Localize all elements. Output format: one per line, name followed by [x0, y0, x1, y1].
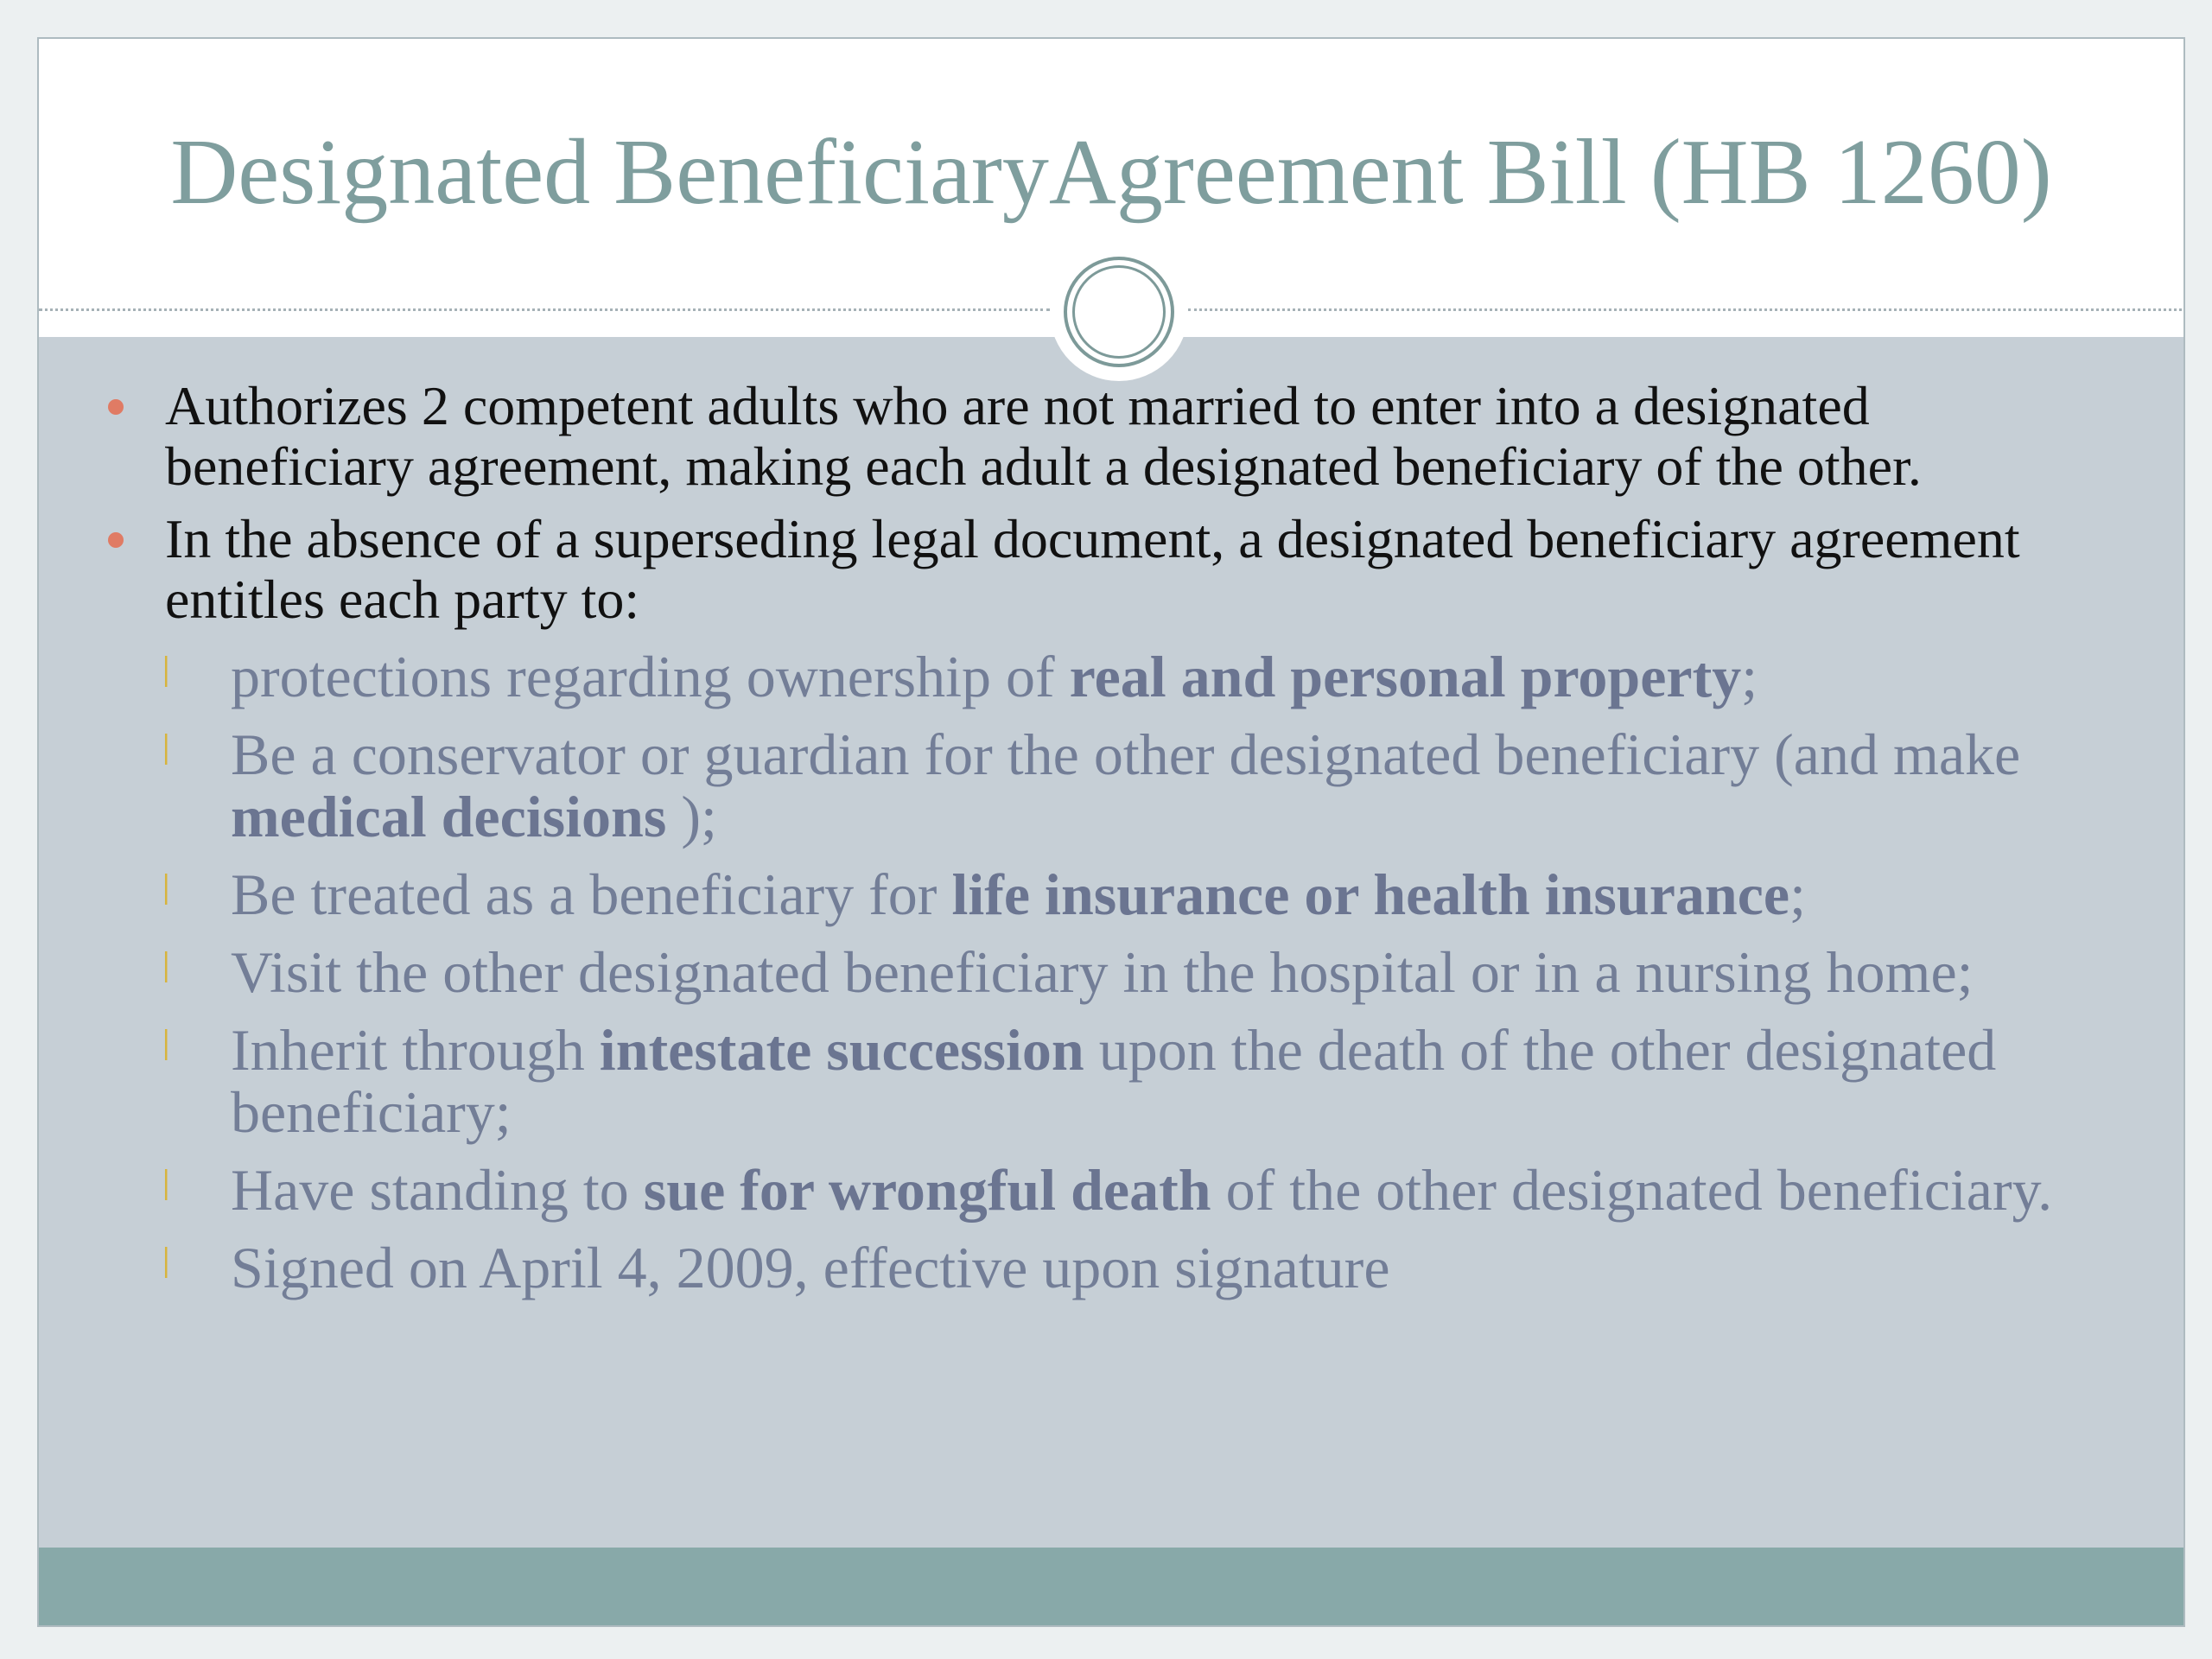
bullet-text: In the absence of a superseding legal document, a designated beneficiary agreement entitles each party to:	[165, 508, 2020, 630]
emphasis: intestate succession	[599, 1017, 1084, 1083]
sub-bullet-item: ǀ Have standing to sue for wrongful death of the other designated beneficiary.	[162, 1157, 2053, 1223]
circle-ornament-icon	[1050, 243, 1188, 381]
slide-title: Designated BeneficiaryAgreement Bill (HB 1260)	[170, 121, 2052, 224]
tick-icon: ǀ	[162, 726, 171, 775]
tick-icon: ǀ	[162, 866, 171, 915]
bullet-item	[165, 376, 2109, 497]
tick-icon: ǀ	[162, 1161, 171, 1211]
bullet-dot-icon	[108, 532, 124, 548]
bullet-item	[165, 509, 2109, 630]
divider-left	[39, 308, 1050, 311]
footer-band	[39, 1548, 2183, 1625]
sub-bullet-item: ǀ protections regarding ownership of real and personal property;	[162, 644, 1758, 709]
slide	[37, 37, 2185, 1627]
tick-icon: ǀ	[162, 648, 171, 697]
sub-bullet-list	[39, 645, 2183, 1299]
bullet-dot-icon	[108, 399, 124, 415]
bullet-text: Authorizes 2 competent adults who are not married to enter into a designated beneficiary agreement, making each adult a designated beneficiary of the other.	[165, 375, 1922, 497]
emphasis: real and personal property	[1069, 644, 1742, 709]
tick-icon: ǀ	[162, 944, 171, 993]
divider-right	[1188, 308, 2185, 311]
tick-icon: ǀ	[162, 1239, 171, 1288]
emphasis: sue for wrongful death	[643, 1157, 1211, 1223]
slide-content	[39, 376, 2183, 1314]
emphasis: medical decisions	[231, 784, 667, 849]
sub-bullet-item: ǀ Visit the other designated beneficiary in the hospital or in a nursing home;	[162, 939, 1974, 1005]
sub-bullet-item: ǀ Signed on April 4, 2009, effective upon signature	[162, 1235, 1390, 1300]
sub-bullet-item: ǀ Be a conservator or guardian for the other designated beneficiary (and make medical decisions );	[162, 721, 2021, 849]
sub-bullet-item: ǀ Inherit through intestate succession upon the death of the other designated beneficiary;	[162, 1017, 1997, 1145]
tick-icon: ǀ	[162, 1021, 171, 1071]
sub-bullet-item: ǀ Be treated as a beneficiary for life insurance or health insurance;	[162, 861, 1806, 927]
emphasis: life insurance or health insurance	[951, 861, 1790, 927]
